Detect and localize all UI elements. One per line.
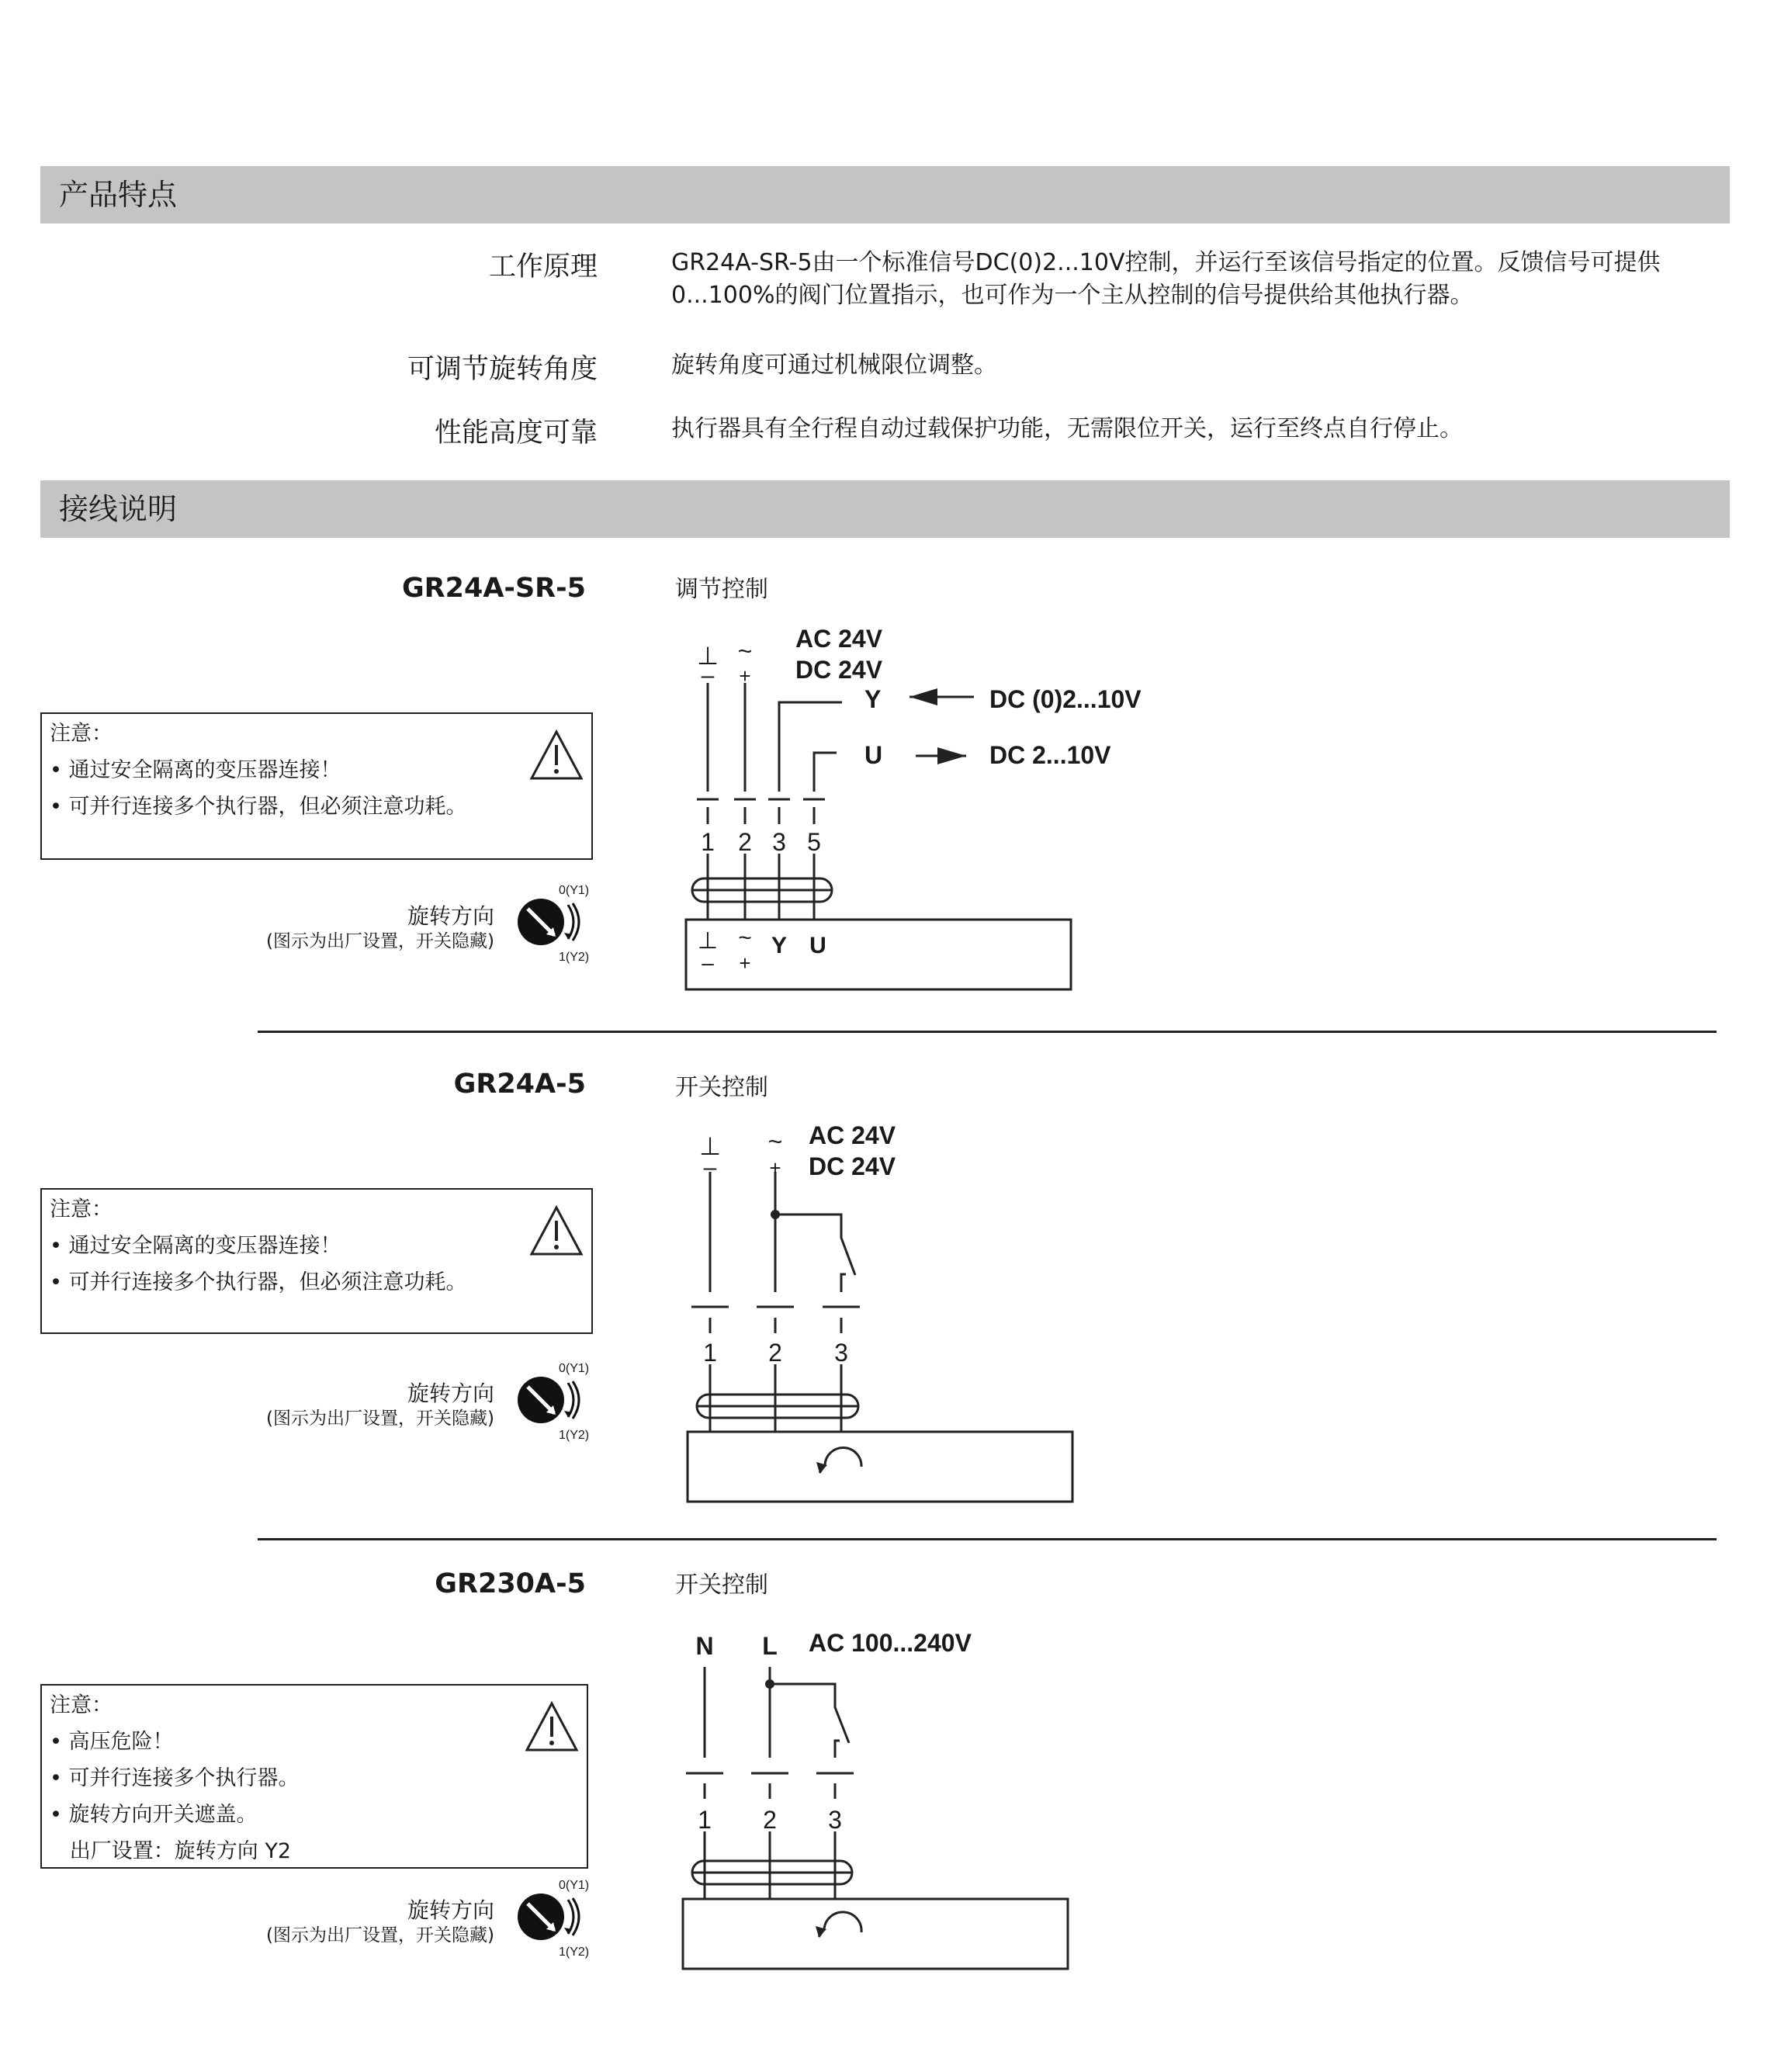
control-type: 开关控制 — [675, 1571, 768, 1599]
note-line: • 可并行连接多个执行器，但必须注意功耗。 — [50, 795, 467, 819]
terminal-number: 1 — [701, 828, 715, 856]
feature-text: 旋转角度可通过机械限位调整。 — [671, 352, 997, 379]
polarity-minus: – — [701, 663, 715, 688]
terminal-number: 2 — [763, 1806, 777, 1834]
model-name: GR230A-5 — [435, 1568, 586, 1599]
supply-label: AC 24V — [795, 625, 883, 653]
note-line: • 通过安全隔离的变压器连接！ — [50, 1234, 341, 1258]
terminal-number: 3 — [772, 828, 786, 856]
model-name: GR24A-5 — [453, 1069, 586, 1100]
supply-label: DC 24V — [795, 656, 883, 684]
signal-u-label: U — [864, 741, 883, 769]
terminal-number: 3 — [834, 1339, 848, 1367]
terminal-number: 1 — [703, 1339, 717, 1367]
signal-in-label: DC (0)2...10V — [989, 685, 1142, 713]
note-line: 注意： — [50, 1693, 113, 1717]
rotation-pos1: 1(Y2) — [559, 1429, 590, 1442]
wire-label-n: N — [695, 1632, 714, 1660]
feature-text: GR24A-SR-5由一个标准信号DC(0)2...10V控制，并运行至该信号指定的位置。反馈信号可提供0...100%的阀门位置指示，也可作为一个主从控制的信号提供给其他执行器。 — [671, 249, 1661, 309]
note-line: • 可并行连接多个执行器。 — [50, 1766, 300, 1790]
feature-text: 执行器具有全行程自动过载保护功能，无需限位开关，运行至终点自行停止。 — [671, 415, 1463, 442]
section-title: 产品特点 — [59, 178, 178, 212]
rotation-pos0: 0(Y1) — [559, 1362, 590, 1375]
note-line: • 旋转方向开关遮盖。 — [50, 1803, 258, 1827]
rotation-pos0: 0(Y1) — [559, 884, 590, 897]
rotation-title: 旋转方向 — [407, 1381, 494, 1406]
feature-label: 工作原理 — [488, 251, 598, 282]
rotation-sub: (图示为出厂设置，开关隐藏) — [266, 1408, 494, 1429]
box-terminal-label: ~ — [738, 925, 752, 951]
supply-label: AC 100...240V — [809, 1629, 972, 1657]
note-line: 注意： — [50, 722, 113, 746]
box-terminal-label: Y — [771, 933, 788, 958]
note-line: • 可并行连接多个执行器，但必须注意功耗。 — [50, 1270, 467, 1294]
terminal-number: 2 — [768, 1339, 782, 1367]
rotation-sub: (图示为出厂设置，开关隐藏) — [266, 931, 494, 951]
feature-label: 可调节旋转角度 — [407, 354, 598, 385]
control-type: 调节控制 — [675, 576, 768, 603]
supply-label: DC 24V — [809, 1152, 896, 1180]
box-polarity-minus: – — [702, 951, 714, 975]
signal-out-label: DC 2...10V — [989, 741, 1111, 769]
rotation-pos1: 1(Y2) — [559, 951, 590, 964]
note-line: 注意： — [50, 1197, 113, 1221]
signal-y-label: Y — [864, 685, 882, 713]
box-polarity-plus: + — [739, 951, 751, 975]
polarity-plus: + — [769, 1156, 781, 1180]
terminal-number: 2 — [738, 828, 752, 856]
wire-label-l: L — [762, 1632, 778, 1660]
supply-label: AC 24V — [809, 1121, 896, 1149]
feature-label: 性能高度可靠 — [434, 418, 598, 449]
rotation-sub: (图示为出厂设置，开关隐藏) — [266, 1925, 494, 1946]
note-line: • 高压危险！ — [50, 1730, 174, 1754]
rotation-title: 旋转方向 — [407, 1897, 494, 1923]
terminal-number: 1 — [698, 1806, 712, 1834]
rotation-pos1: 1(Y2) — [559, 1946, 590, 1959]
terminal-number: 5 — [807, 828, 821, 856]
tilde-symbol: ~ — [737, 637, 753, 665]
section-title: 接线说明 — [59, 492, 178, 526]
polarity-minus: – — [703, 1155, 717, 1180]
box-terminal-label: ⊥ — [697, 928, 719, 954]
polarity-plus: + — [739, 664, 751, 688]
terminal-number: 3 — [828, 1806, 842, 1834]
note-line: • 通过安全隔离的变压器连接！ — [50, 758, 341, 782]
rotation-title: 旋转方向 — [407, 903, 494, 929]
model-name: GR24A-SR-5 — [401, 573, 586, 604]
rotation-pos0: 0(Y1) — [559, 1879, 590, 1892]
control-type: 开关控制 — [675, 1074, 768, 1101]
note-line: 出厂设置：旋转方向 Y2 — [50, 1839, 292, 1863]
ground-symbol: ⊥ — [697, 642, 719, 670]
box-terminal-label: U — [809, 933, 826, 958]
ground-symbol: ⊥ — [699, 1132, 721, 1160]
tilde-symbol: ~ — [767, 1128, 783, 1156]
